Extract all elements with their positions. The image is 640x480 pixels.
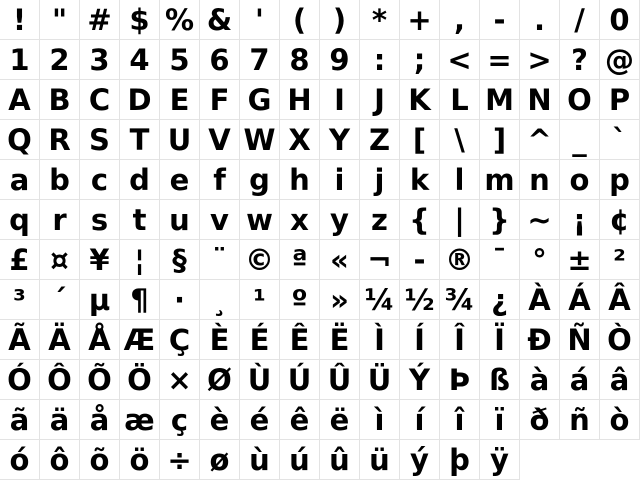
glyph-cell[interactable]: V bbox=[200, 120, 240, 160]
glyph-cell[interactable]: 1 bbox=[0, 40, 40, 80]
glyph-cell[interactable]: S bbox=[80, 120, 120, 160]
glyph-cell[interactable]: ý bbox=[400, 440, 440, 480]
glyph-cell[interactable]: e bbox=[160, 160, 200, 200]
glyph-cell[interactable]: - bbox=[400, 240, 440, 280]
empty-cell bbox=[520, 440, 560, 480]
glyph-cell[interactable]: Ë bbox=[320, 320, 360, 360]
glyph-cell[interactable]: ` bbox=[600, 120, 640, 160]
glyph-cell[interactable]: Þ bbox=[440, 360, 480, 400]
glyph-cell[interactable]: « bbox=[320, 240, 360, 280]
glyph-cell[interactable]: U bbox=[160, 120, 200, 160]
glyph-cell[interactable]: : bbox=[360, 40, 400, 80]
glyph-cell[interactable]: Õ bbox=[80, 360, 120, 400]
glyph-cell[interactable]: ½ bbox=[400, 280, 440, 320]
glyph-cell[interactable]: c bbox=[80, 160, 120, 200]
glyph-cell[interactable]: s bbox=[80, 200, 120, 240]
glyph-cell[interactable]: F bbox=[200, 80, 240, 120]
glyph-cell[interactable]: t bbox=[120, 200, 160, 240]
glyph-cell[interactable]: Ô bbox=[40, 360, 80, 400]
glyph-cell[interactable]: < bbox=[440, 40, 480, 80]
glyph-cell[interactable]: µ bbox=[80, 280, 120, 320]
glyph-cell[interactable]: º bbox=[280, 280, 320, 320]
glyph-cell[interactable]: P bbox=[600, 80, 640, 120]
glyph-cell[interactable]: Q bbox=[0, 120, 40, 160]
glyph-cell[interactable]: ¾ bbox=[440, 280, 480, 320]
glyph-cell[interactable]: ± bbox=[560, 240, 600, 280]
glyph-cell[interactable]: Ù bbox=[240, 360, 280, 400]
glyph-cell[interactable]: Y bbox=[320, 120, 360, 160]
glyph-cell[interactable]: ð bbox=[520, 400, 560, 440]
glyph-cell[interactable]: » bbox=[320, 280, 360, 320]
glyph-cell[interactable]: 5 bbox=[160, 40, 200, 80]
glyph-cell[interactable]: q bbox=[0, 200, 40, 240]
glyph-cell[interactable]: G bbox=[240, 80, 280, 120]
glyph-cell[interactable]: $ bbox=[120, 0, 160, 40]
glyph-cell[interactable]: Z bbox=[360, 120, 400, 160]
glyph-cell[interactable]: ÷ bbox=[160, 440, 200, 480]
glyph-cell[interactable]: ÿ bbox=[480, 440, 520, 480]
glyph-cell[interactable]: ô bbox=[40, 440, 80, 480]
glyph-cell[interactable]: É bbox=[240, 320, 280, 360]
glyph-cell[interactable]: 3 bbox=[80, 40, 120, 80]
glyph-cell[interactable]: ª bbox=[280, 240, 320, 280]
glyph-cell[interactable]: ³ bbox=[0, 280, 40, 320]
glyph-cell[interactable]: Ð bbox=[520, 320, 560, 360]
glyph-cell[interactable]: ã bbox=[0, 400, 40, 440]
glyph-cell[interactable]: ? bbox=[560, 40, 600, 80]
glyph-cell[interactable]: È bbox=[200, 320, 240, 360]
glyph-cell[interactable]: N bbox=[520, 80, 560, 120]
glyph-cell[interactable]: L bbox=[440, 80, 480, 120]
glyph-cell[interactable]: I bbox=[320, 80, 360, 120]
glyph-cell[interactable]: ¥ bbox=[80, 240, 120, 280]
glyph-cell[interactable]: ´ bbox=[40, 280, 80, 320]
glyph-cell[interactable]: ¿ bbox=[480, 280, 520, 320]
glyph-cell[interactable]: ú bbox=[280, 440, 320, 480]
glyph-cell[interactable]: ; bbox=[400, 40, 440, 80]
glyph-cell[interactable]: õ bbox=[80, 440, 120, 480]
glyph-cell[interactable]: ¢ bbox=[600, 200, 640, 240]
glyph-cell[interactable]: a bbox=[0, 160, 40, 200]
glyph-cell[interactable]: ò bbox=[600, 400, 640, 440]
glyph-cell[interactable]: * bbox=[360, 0, 400, 40]
glyph-cell[interactable]: ø bbox=[200, 440, 240, 480]
glyph-cell[interactable]: J bbox=[360, 80, 400, 120]
glyph-cell[interactable]: ¤ bbox=[40, 240, 80, 280]
glyph-cell[interactable]: # bbox=[80, 0, 120, 40]
glyph-cell[interactable]: / bbox=[560, 0, 600, 40]
glyph-cell[interactable]: \ bbox=[440, 120, 480, 160]
glyph-cell[interactable]: h bbox=[280, 160, 320, 200]
glyph-cell[interactable]: ¹ bbox=[240, 280, 280, 320]
glyph-cell[interactable]: Ö bbox=[120, 360, 160, 400]
glyph-cell[interactable]: o bbox=[560, 160, 600, 200]
glyph-cell[interactable]: B bbox=[40, 80, 80, 120]
glyph-cell[interactable]: = bbox=[480, 40, 520, 80]
glyph-cell[interactable]: ¯ bbox=[480, 240, 520, 280]
glyph-cell[interactable]: y bbox=[320, 200, 360, 240]
glyph-cell[interactable]: × bbox=[160, 360, 200, 400]
glyph-cell[interactable]: f bbox=[200, 160, 240, 200]
glyph-cell[interactable]: ² bbox=[600, 240, 640, 280]
empty-cell bbox=[560, 440, 600, 480]
glyph-cell[interactable]: v bbox=[200, 200, 240, 240]
glyph-cell[interactable]: Ó bbox=[0, 360, 40, 400]
glyph-cell[interactable]: ü bbox=[360, 440, 400, 480]
glyph-cell[interactable]: M bbox=[480, 80, 520, 120]
glyph-cell[interactable]: k bbox=[400, 160, 440, 200]
glyph-cell[interactable]: å bbox=[80, 400, 120, 440]
glyph-cell[interactable]: ^ bbox=[520, 120, 560, 160]
glyph-cell[interactable]: K bbox=[400, 80, 440, 120]
glyph-cell[interactable]: W bbox=[240, 120, 280, 160]
glyph-cell[interactable]: g bbox=[240, 160, 280, 200]
glyph-cell[interactable]: ë bbox=[320, 400, 360, 440]
glyph-cell[interactable]: ( bbox=[280, 0, 320, 40]
glyph-cell[interactable]: { bbox=[400, 200, 440, 240]
glyph-cell[interactable]: @ bbox=[600, 40, 640, 80]
glyph-cell[interactable]: D bbox=[120, 80, 160, 120]
glyph-cell[interactable]: 6 bbox=[200, 40, 240, 80]
glyph-cell[interactable]: 7 bbox=[240, 40, 280, 80]
glyph-cell[interactable]: þ bbox=[440, 440, 480, 480]
glyph-cell[interactable]: E bbox=[160, 80, 200, 120]
glyph-cell[interactable]: û bbox=[320, 440, 360, 480]
glyph-cell[interactable]: C bbox=[80, 80, 120, 120]
glyph-cell[interactable]: è bbox=[200, 400, 240, 440]
glyph-cell[interactable]: ¼ bbox=[360, 280, 400, 320]
glyph-cell[interactable]: ! bbox=[0, 0, 40, 40]
glyph-cell[interactable]: . bbox=[520, 0, 560, 40]
glyph-cell[interactable]: à bbox=[520, 360, 560, 400]
glyph-cell[interactable]: ~ bbox=[520, 200, 560, 240]
glyph-cell[interactable]: 4 bbox=[120, 40, 160, 80]
glyph-cell[interactable]: Ò bbox=[600, 320, 640, 360]
glyph-cell[interactable]: ¨ bbox=[200, 240, 240, 280]
glyph-cell[interactable]: u bbox=[160, 200, 200, 240]
glyph-cell[interactable]: é bbox=[240, 400, 280, 440]
glyph-cell[interactable]: À bbox=[520, 280, 560, 320]
glyph-cell[interactable]: Ï bbox=[480, 320, 520, 360]
glyph-cell[interactable]: ] bbox=[480, 120, 520, 160]
glyph-cell[interactable]: X bbox=[280, 120, 320, 160]
glyph-cell[interactable]: á bbox=[560, 360, 600, 400]
glyph-cell[interactable]: " bbox=[40, 0, 80, 40]
glyph-cell[interactable]: ) bbox=[320, 0, 360, 40]
glyph-cell[interactable]: Ì bbox=[360, 320, 400, 360]
glyph-cell[interactable]: ¶ bbox=[120, 280, 160, 320]
glyph-cell[interactable]: d bbox=[120, 160, 160, 200]
glyph-cell[interactable]: Ü bbox=[360, 360, 400, 400]
glyph-cell[interactable]: Æ bbox=[120, 320, 160, 360]
glyph-cell[interactable]: z bbox=[360, 200, 400, 240]
glyph-cell[interactable]: ¦ bbox=[120, 240, 160, 280]
glyph-cell[interactable]: ° bbox=[520, 240, 560, 280]
glyph-cell[interactable]: ï bbox=[480, 400, 520, 440]
glyph-cell[interactable]: Ä bbox=[40, 320, 80, 360]
glyph-cell[interactable]: , bbox=[440, 0, 480, 40]
glyph-cell[interactable]: î bbox=[440, 400, 480, 440]
glyph-cell[interactable]: ù bbox=[240, 440, 280, 480]
glyph-cell[interactable]: Â bbox=[600, 280, 640, 320]
glyph-cell[interactable]: Ñ bbox=[560, 320, 600, 360]
empty-cell bbox=[600, 440, 640, 480]
glyph-cell[interactable]: í bbox=[400, 400, 440, 440]
glyph-cell[interactable]: ® bbox=[440, 240, 480, 280]
glyph-cell[interactable]: x bbox=[280, 200, 320, 240]
glyph-cell[interactable]: > bbox=[520, 40, 560, 80]
glyph-cell[interactable]: H bbox=[280, 80, 320, 120]
glyph-cell[interactable]: n bbox=[520, 160, 560, 200]
glyph-cell[interactable]: 0 bbox=[600, 0, 640, 40]
glyph-cell[interactable]: Ý bbox=[400, 360, 440, 400]
glyph-cell[interactable]: ñ bbox=[560, 400, 600, 440]
glyph-cell[interactable]: ¡ bbox=[560, 200, 600, 240]
glyph-cell[interactable]: + bbox=[400, 0, 440, 40]
glyph-cell[interactable]: Û bbox=[320, 360, 360, 400]
glyph-cell[interactable]: l bbox=[440, 160, 480, 200]
glyph-cell[interactable]: ' bbox=[240, 0, 280, 40]
glyph-cell[interactable]: ö bbox=[120, 440, 160, 480]
glyph-cell[interactable]: O bbox=[560, 80, 600, 120]
glyph-cell[interactable]: & bbox=[200, 0, 240, 40]
glyph-cell[interactable]: Ú bbox=[280, 360, 320, 400]
glyph-cell[interactable]: Í bbox=[400, 320, 440, 360]
glyph-cell[interactable]: T bbox=[120, 120, 160, 160]
glyph-cell[interactable]: ó bbox=[0, 440, 40, 480]
glyph-cell[interactable]: j bbox=[360, 160, 400, 200]
glyph-cell[interactable]: % bbox=[160, 0, 200, 40]
glyph-cell[interactable]: 9 bbox=[320, 40, 360, 80]
glyph-cell[interactable]: - bbox=[480, 0, 520, 40]
glyph-cell[interactable]: Å bbox=[80, 320, 120, 360]
glyph-cell[interactable]: p bbox=[600, 160, 640, 200]
glyph-cell[interactable]: | bbox=[440, 200, 480, 240]
glyph-cell[interactable]: } bbox=[480, 200, 520, 240]
glyph-cell[interactable]: Ç bbox=[160, 320, 200, 360]
glyph-cell[interactable]: Î bbox=[440, 320, 480, 360]
glyph-cell[interactable]: R bbox=[40, 120, 80, 160]
glyph-cell[interactable]: i bbox=[320, 160, 360, 200]
glyph-cell[interactable]: § bbox=[160, 240, 200, 280]
glyph-cell[interactable]: ì bbox=[360, 400, 400, 440]
glyph-cell[interactable]: ß bbox=[480, 360, 520, 400]
glyph-cell[interactable]: w bbox=[240, 200, 280, 240]
glyph-cell[interactable]: © bbox=[240, 240, 280, 280]
glyph-cell[interactable]: m bbox=[480, 160, 520, 200]
glyph-cell[interactable]: 2 bbox=[40, 40, 80, 80]
glyph-cell[interactable]: ¬ bbox=[360, 240, 400, 280]
glyph-cell[interactable]: Á bbox=[560, 280, 600, 320]
glyph-cell[interactable]: ç bbox=[160, 400, 200, 440]
glyph-cell[interactable]: Ã bbox=[0, 320, 40, 360]
glyph-cell[interactable]: 8 bbox=[280, 40, 320, 80]
glyph-cell[interactable]: æ bbox=[120, 400, 160, 440]
glyph-cell[interactable]: A bbox=[0, 80, 40, 120]
glyph-cell[interactable]: _ bbox=[560, 120, 600, 160]
glyph-cell[interactable]: ä bbox=[40, 400, 80, 440]
glyph-cell[interactable]: Ê bbox=[280, 320, 320, 360]
glyph-cell[interactable]: ê bbox=[280, 400, 320, 440]
glyph-cell[interactable]: r bbox=[40, 200, 80, 240]
glyph-cell[interactable]: b bbox=[40, 160, 80, 200]
glyph-cell[interactable]: ¸ bbox=[200, 280, 240, 320]
glyph-cell[interactable]: Ø bbox=[200, 360, 240, 400]
glyph-cell[interactable]: â bbox=[600, 360, 640, 400]
glyph-cell[interactable]: · bbox=[160, 280, 200, 320]
glyph-cell[interactable]: [ bbox=[400, 120, 440, 160]
glyph-cell[interactable]: £ bbox=[0, 240, 40, 280]
